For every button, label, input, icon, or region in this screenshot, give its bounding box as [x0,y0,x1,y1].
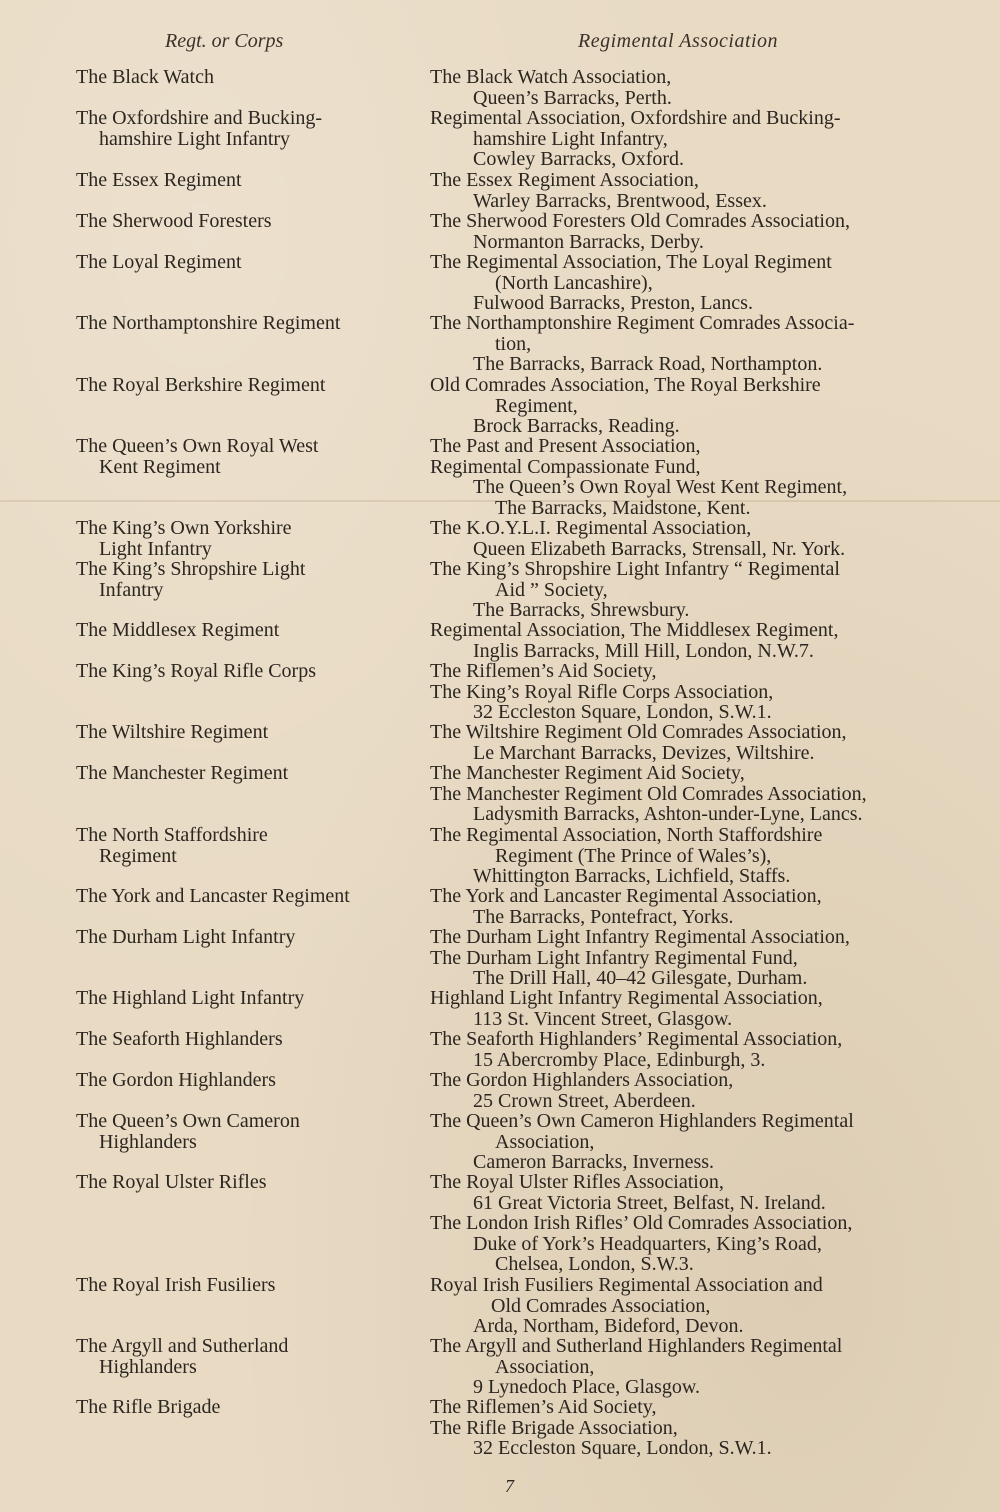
association-line: Association, [495,1130,595,1153]
association-line: Le Marchant Barracks, Devizes, Wiltshire. [473,741,815,764]
regiment-line: The Royal Berkshire Regiment [76,374,326,396]
regiment-line: The Sherwood Foresters [76,210,272,232]
association-line: The Royal Ulster Rifles Association, [430,1171,724,1193]
association-details [430,1336,945,1398]
association-line: The Barracks, Maidstone, Kent. [495,496,751,519]
regiment-name [76,988,416,1009]
association-line: The London Irish Rifles’ Old Comrades Association, [430,1212,853,1235]
regiment-name [76,170,416,191]
association-details [430,620,945,661]
association-line: Chelsea, London, S.W.3. [495,1253,694,1276]
association-line: The Manchester Regiment Old Comrades Association, [430,782,867,805]
association-details [430,559,945,621]
regiment-line: The Durham Light Infantry [76,926,296,948]
regiment-line: The Gordon Highlanders [76,1069,276,1091]
association-line: The Barracks, Pontefract, Yorks. [473,905,734,928]
association-line: The Gordon Highlanders Association, [430,1069,734,1091]
association-details [430,170,945,211]
association-line: The Regimental Association, North Staffordshire [430,824,823,846]
association-line: The Wiltshire Regiment Old Comrades Association, [430,721,847,743]
association-details [430,1275,945,1337]
association-line: tion, [495,332,532,355]
regiment-name [76,211,416,232]
association-line: The York and Lancaster Regimental Association, [430,885,822,907]
regiment-name [76,825,416,866]
association-details [430,763,945,825]
regiment-line: The Royal Ulster Rifles [76,1171,267,1193]
regiment-line: The Queen’s Own Royal West [76,435,319,457]
association-line: The Drill Hall, 40–42 Gilesgate, Durham. [473,967,808,990]
association-line: Ladysmith Barracks, Ashton-under-Lyne, Lancs. [473,803,863,826]
column-header-regiment: Regt. or Corps [165,30,284,52]
regiment-line: The King’s Royal Rifle Corps [76,660,316,682]
association-details [430,1029,945,1070]
association-line: The Barracks, Shrewsbury. [473,599,690,622]
association-line: The Seaforth Highlanders’ Regimental Association, [430,1028,843,1050]
association-details [430,313,945,375]
regiment-name [76,1336,416,1377]
regiment-name [76,1172,416,1193]
association-line: Royal Irish Fusiliers Regimental Association and [430,1274,823,1296]
association-line: Old Comrades Association, The Royal Berkshire [430,374,821,396]
association-line: (North Lancashire), [495,271,653,294]
regiment-name [76,620,416,641]
association-line: Whittington Barracks, Lichfield, Staffs. [473,865,791,888]
regiment-line: The King’s Own Yorkshire [76,517,292,539]
regiment-line: The King’s Shropshire Light [76,558,306,580]
association-details [430,825,945,887]
regiment-line: The Oxfordshire and Bucking- [76,107,323,129]
regiment-name [76,252,416,273]
association-line: The Essex Regiment Association, [430,169,699,191]
regiment-line: The Highland Light Infantry [76,987,305,1009]
association-line: Regiment, [495,394,578,417]
association-line: Brock Barracks, Reading. [473,415,680,438]
association-line: Regimental Compassionate Fund, [430,455,701,478]
regiment-name [76,559,416,600]
association-line: Queen’s Barracks, Perth. [473,86,672,109]
association-line: The Durham Light Infantry Regimental Fund, [430,946,798,969]
column-header-association: Regimental Association [578,30,779,52]
association-details [430,1111,945,1173]
association-details [430,211,945,252]
regiment-line: Light Infantry [99,537,212,560]
regiment-name [76,722,416,743]
association-line: Duke of York’s Headquarters, King’s Road, [473,1232,822,1255]
regiment-line: The Loyal Regiment [76,251,242,273]
association-details [430,1070,945,1111]
regiment-line: Regiment [99,844,177,867]
association-line: Warley Barracks, Brentwood, Essex. [473,189,767,212]
regiment-line: Infantry [99,578,164,601]
association-line: Regimental Association, The Middlesex Regiment, [430,619,839,641]
association-details [430,661,945,723]
regiment-name [76,886,416,907]
regiment-line: The York and Lancaster Regiment [76,885,350,907]
association-details [430,1172,945,1275]
association-line: 32 Eccleston Square, London, S.W.1. [473,1437,772,1460]
association-line: Old Comrades Association, [491,1294,711,1317]
regiment-line: Kent Regiment [99,455,221,478]
association-line: The Queen’s Own Royal West Kent Regiment, [473,476,848,499]
association-line: The King’s Royal Rifle Corps Association, [430,680,774,703]
association-details [430,927,945,989]
association-details [430,375,945,437]
regiment-line: The Argyll and Sutherland [76,1335,289,1357]
association-line: The Riflemen’s Aid Society, [430,1396,657,1418]
association-line: Regimental Association, Oxfordshire and Bucking- [430,107,841,129]
regiment-name [76,518,416,559]
association-line: 25 Crown Street, Aberdeen. [473,1089,696,1112]
association-line: Association, [495,1355,595,1378]
association-line: Cowley Barracks, Oxford. [473,148,685,171]
regiment-name [76,1029,416,1050]
association-line: The Argyll and Sutherland Highlanders Regimental [430,1335,843,1357]
association-line: Normanton Barracks, Derby. [473,230,704,253]
page-number: 7 [505,1476,514,1496]
regiment-name [76,661,416,682]
regiment-line: The Royal Irish Fusiliers [76,1274,276,1296]
association-line: The Riflemen’s Aid Society, [430,660,657,682]
association-line: The K.O.Y.L.I. Regimental Association, [430,517,752,539]
regiment-line: The Seaforth Highlanders [76,1028,283,1050]
regiment-line: The Essex Regiment [76,169,242,191]
association-line: 32 Eccleston Square, London, S.W.1. [473,701,772,724]
association-details [430,1397,945,1459]
association-line: Inglis Barracks, Mill Hill, London, N.W.7. [473,639,814,662]
association-line: The Durham Light Infantry Regimental Association, [430,926,850,948]
regiment-line: hamshire Light Infantry [99,127,291,150]
association-line: Queen Elizabeth Barracks, Strensall, Nr. York. [473,537,846,560]
regiment-line: The Rifle Brigade [76,1396,221,1418]
association-line: Regiment (The Prince of Wales’s), [495,844,772,867]
regiment-name [76,436,416,477]
regiment-line: The Black Watch [76,66,214,88]
regiment-name [76,927,416,948]
association-details [430,436,945,518]
regiment-line: The Wiltshire Regiment [76,721,269,743]
association-line: The Sherwood Foresters Old Comrades Association, [430,210,850,232]
regiment-name [76,1111,416,1152]
regiment-name [76,763,416,784]
regiment-line: The North Staffordshire [76,824,268,846]
regiment-line: The Manchester Regiment [76,762,289,784]
regiment-line: The Middlesex Regiment [76,619,280,641]
association-line: The Northamptonshire Regiment Comrades Associa- [430,312,855,334]
regiment-line: The Queen’s Own Cameron [76,1110,300,1132]
regiment-line: The Northamptonshire Regiment [76,312,341,334]
association-line: 15 Abercromby Place, Edinburgh, 3. [473,1048,766,1071]
regiment-name [76,1397,416,1418]
association-line: The Manchester Regiment Aid Society, [430,762,745,784]
association-line: Fulwood Barracks, Preston, Lancs. [473,292,753,315]
association-line: The Rifle Brigade Association, [430,1416,678,1439]
association-details [430,252,945,314]
association-details [430,886,945,927]
association-line: Highland Light Infantry Regimental Association, [430,987,823,1009]
association-line: The Barracks, Barrack Road, Northampton. [473,353,823,376]
association-line: The Black Watch Association, [430,66,672,88]
regiment-name [76,313,416,334]
regiment-name [76,67,416,88]
association-details [430,722,945,763]
association-line: Cameron Barracks, Inverness. [473,1151,715,1174]
association-line: Arda, Northam, Bideford, Devon. [473,1315,744,1338]
regiment-line: Highlanders [99,1130,197,1153]
regiment-name [76,108,416,149]
association-line: 61 Great Victoria Street, Belfast, N. Ireland. [473,1191,826,1214]
association-details [430,108,945,170]
association-line: The Queen’s Own Cameron Highlanders Regimental [430,1110,854,1132]
association-details [430,518,945,559]
regiment-name [76,375,416,396]
regiment-name [76,1275,416,1296]
association-line: Aid ” Society, [495,578,608,601]
regiment-line: Highlanders [99,1355,197,1378]
association-details [430,67,945,108]
association-details [430,988,945,1029]
regiment-name [76,1070,416,1091]
association-line: 9 Lynedoch Place, Glasgow. [473,1376,700,1399]
association-line: The King’s Shropshire Light Infantry “ Regimental [430,558,840,580]
association-line: 113 St. Vincent Street, Glasgow. [473,1007,733,1030]
association-line: The Past and Present Association, [430,435,701,457]
association-line: The Regimental Association, The Loyal Regiment [430,251,832,273]
association-line: hamshire Light Infantry, [473,127,668,150]
